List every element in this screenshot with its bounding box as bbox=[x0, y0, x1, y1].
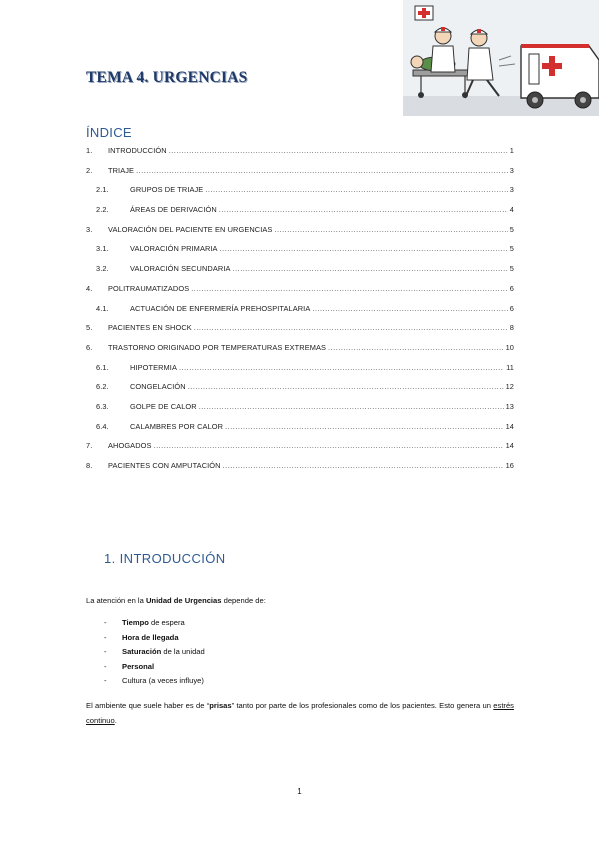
para2-part1: El ambiente que suele haber es de “ bbox=[86, 701, 210, 710]
toc-entry-number: 3. bbox=[86, 224, 93, 234]
toc-leader-dots bbox=[219, 205, 508, 214]
bullet-list bbox=[104, 616, 205, 689]
toc-entry-page: 12 bbox=[505, 382, 514, 392]
bullet-text: de espera bbox=[148, 618, 185, 627]
toc-entry[interactable] bbox=[86, 205, 514, 225]
toc-leader-dots bbox=[312, 304, 507, 313]
toc-entry-label: GRUPOS DE TRIAJE bbox=[130, 185, 204, 195]
toc-entry[interactable] bbox=[86, 382, 514, 402]
ambulance-icon bbox=[521, 44, 599, 108]
toc-entry-page: 14 bbox=[505, 441, 514, 451]
intro-lead: La atención en la bbox=[86, 596, 146, 605]
toc-entry-page: 13 bbox=[505, 401, 514, 411]
toc-entry-number: 5. bbox=[86, 323, 93, 333]
intro-paragraph bbox=[86, 594, 266, 609]
toc-leader-dots bbox=[136, 166, 508, 175]
toc-entry[interactable] bbox=[86, 264, 514, 284]
toc-entry-label: TRIAJE bbox=[108, 165, 135, 175]
toc-leader-dots bbox=[328, 343, 504, 352]
toc-entry-number: 7. bbox=[86, 441, 93, 451]
intro-lead-end: depende de: bbox=[221, 596, 266, 605]
toc-entry-page: 8 bbox=[509, 323, 514, 333]
toc-entry-number: 2.2. bbox=[96, 205, 109, 215]
toc-entry-page: 10 bbox=[505, 342, 514, 352]
toc-leader-dots bbox=[220, 244, 508, 253]
list-item bbox=[104, 660, 205, 675]
bullet-bold-text: Saturación bbox=[122, 647, 162, 657]
toc-leader-dots bbox=[225, 422, 504, 431]
page-number: 1 bbox=[297, 787, 302, 796]
bullet-dash: - bbox=[104, 632, 107, 642]
toc-entry-label: GOLPE DE CALOR bbox=[130, 401, 197, 411]
toc-entry-number: 6. bbox=[86, 342, 93, 352]
toc-entry-label: ACTUACIÓN DE ENFERMERÍA PREHOSPITALARIA bbox=[130, 303, 311, 313]
bullet-bold-text: Hora de llegada bbox=[122, 632, 179, 642]
toc-entry[interactable] bbox=[86, 284, 514, 304]
toc-entry-page: 16 bbox=[505, 461, 514, 470]
para2-bold: prisas bbox=[209, 701, 232, 710]
toc-leader-dots bbox=[223, 461, 504, 470]
toc-entry-page: 6 bbox=[509, 283, 514, 293]
toc-entry-page: 4 bbox=[509, 205, 514, 215]
list-item bbox=[104, 645, 205, 660]
toc-entry-label: PACIENTES EN SHOCK bbox=[108, 323, 192, 333]
toc-entry[interactable] bbox=[86, 402, 514, 422]
toc-entry[interactable] bbox=[86, 185, 514, 205]
toc-entry[interactable] bbox=[86, 166, 514, 186]
toc-entry-number: 6.4. bbox=[96, 421, 109, 431]
toc-entry-number: 6.2. bbox=[96, 382, 109, 392]
section-title: 1. INTRODUCCIÓN bbox=[104, 551, 226, 566]
toc-entry-number: 3.2. bbox=[96, 264, 109, 274]
toc-entry-number: 4. bbox=[86, 283, 93, 293]
toc-leader-dots bbox=[169, 146, 508, 155]
toc-entry-label: CALAMBRES POR CALOR bbox=[130, 421, 224, 431]
toc-entry-page: 5 bbox=[509, 264, 514, 274]
toc-entry-number: 2. bbox=[86, 165, 93, 175]
toc-entry[interactable] bbox=[86, 343, 514, 363]
bullet-dash: - bbox=[104, 618, 107, 627]
document-title: TEMA 4. URGENCIAS bbox=[86, 69, 248, 86]
para2-part2: ” tanto por parte de los profesionales como de los pacientes. Esto genera un bbox=[231, 701, 494, 710]
toc-entry-label: HIPOTERMIA bbox=[130, 362, 177, 372]
toc-leader-dots bbox=[205, 185, 507, 194]
toc-leader-dots bbox=[199, 402, 504, 411]
bullet-bold-text: Tiempo bbox=[122, 618, 149, 627]
toc-entry-page: 5 bbox=[509, 244, 514, 254]
toc-leader-dots bbox=[188, 382, 504, 391]
bullet-text: de la unidad bbox=[161, 647, 205, 657]
bullet-bold-text: Personal bbox=[122, 661, 155, 671]
toc-entry-number: 6.3. bbox=[96, 401, 109, 411]
toc-entry-label: TRASTORNO ORIGINADO POR TEMPERATURAS EXTREMAS bbox=[108, 342, 327, 352]
para2-underline: estrés continuo bbox=[86, 701, 514, 725]
toc-entry[interactable] bbox=[86, 304, 514, 324]
toc-entry-label: CONGELACIÓN bbox=[130, 382, 186, 392]
bullet-text: Cultura (a veces influye) bbox=[122, 676, 204, 686]
toc-entry-label: ÁREAS DE DERIVACIÓN bbox=[130, 205, 217, 215]
toc-entry-label: VALORACIÓN DEL PACIENTE EN URGENCIAS bbox=[108, 224, 273, 234]
toc-leader-dots bbox=[179, 363, 504, 372]
toc-entry-page: 3 bbox=[509, 165, 514, 175]
toc-leader-dots bbox=[154, 441, 504, 450]
toc-entry-label: POLITRAUMATIZADOS bbox=[108, 283, 190, 293]
table-of-contents bbox=[86, 146, 514, 481]
toc-entry-page: 6 bbox=[509, 303, 514, 313]
list-item bbox=[104, 674, 205, 689]
toc-leader-dots bbox=[194, 323, 508, 332]
toc-entry-label: VALORACIÓN PRIMARIA bbox=[130, 244, 218, 254]
toc-entry-label: INTRODUCCIÓN bbox=[108, 146, 167, 155]
red-cross-sign-icon bbox=[415, 6, 433, 20]
toc-entry[interactable] bbox=[86, 441, 514, 461]
toc-leader-dots bbox=[233, 264, 508, 273]
bullet-dash: - bbox=[104, 661, 107, 671]
bullet-dash: - bbox=[104, 676, 107, 686]
list-item bbox=[104, 631, 205, 646]
toc-entry-page: 14 bbox=[505, 421, 514, 431]
environment-paragraph bbox=[86, 699, 514, 728]
toc-leader-dots bbox=[274, 225, 507, 234]
toc-entry-page: 11 bbox=[506, 362, 514, 372]
toc-entry-number: 1. bbox=[86, 146, 93, 155]
toc-entry[interactable] bbox=[86, 323, 514, 343]
toc-entry-number: 2.1. bbox=[96, 185, 109, 195]
toc-entry-label: AHOGADOS bbox=[108, 441, 152, 451]
toc-entry[interactable] bbox=[86, 461, 514, 481]
toc-entry-label: PACIENTES CON AMPUTACIÓN bbox=[108, 461, 221, 470]
list-item bbox=[104, 616, 205, 631]
toc-entry-page: 3 bbox=[509, 185, 514, 195]
toc-entry-page: 1 bbox=[509, 146, 514, 155]
toc-entry-number: 4.1. bbox=[96, 303, 109, 313]
toc-entry-page: 5 bbox=[509, 224, 514, 234]
toc-entry-label: VALORACIÓN SECUNDARIA bbox=[130, 264, 231, 274]
ambulance-illustration bbox=[403, 0, 599, 116]
toc-leader-dots bbox=[191, 284, 508, 293]
toc-entry-number: 6.1. bbox=[96, 362, 109, 372]
toc-entry[interactable] bbox=[86, 363, 514, 383]
toc-entry[interactable] bbox=[86, 225, 514, 245]
toc-heading: ÍNDICE bbox=[86, 125, 132, 140]
toc-entry-number: 3.1. bbox=[96, 244, 109, 254]
toc-entry[interactable] bbox=[86, 244, 514, 264]
toc-entry[interactable] bbox=[86, 422, 514, 442]
para2-part3: . bbox=[114, 715, 117, 725]
toc-entry[interactable] bbox=[86, 146, 514, 166]
toc-entry-number: 8. bbox=[86, 461, 93, 470]
bullet-dash: - bbox=[104, 647, 107, 657]
intro-lead-bold: Unidad de Urgencias bbox=[145, 596, 222, 605]
